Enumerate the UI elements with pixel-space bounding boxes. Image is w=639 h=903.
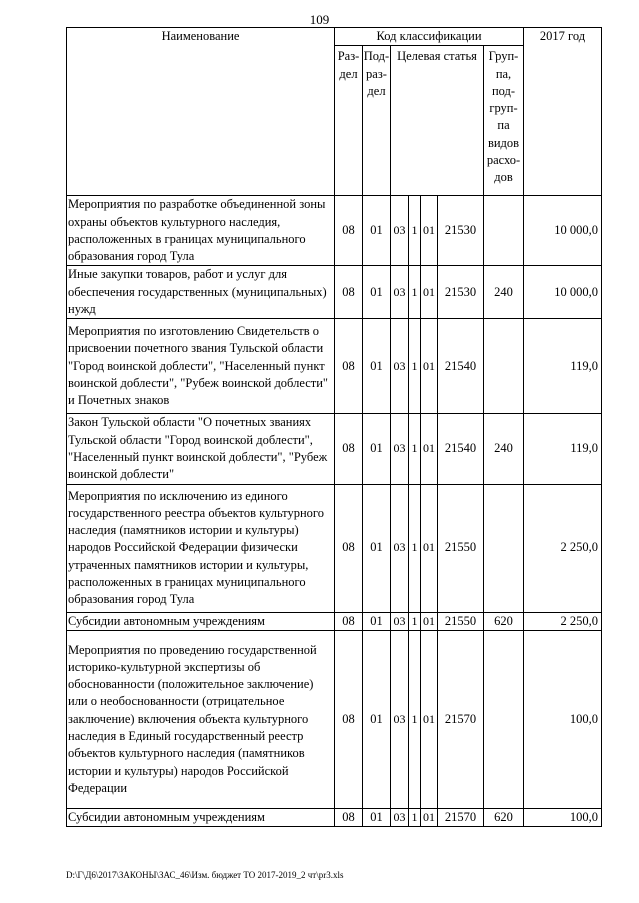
row-name: Мероприятия по изготовлению Свидетельств о присвоении почетного звания Тульской области "Город воинской доблести", "Населенный пункт воинской доблести", "Рубеж воинской доблести" и Почетных знаков (67, 319, 335, 414)
row-target-event: 01 (421, 630, 438, 808)
header-subsection: Под- раз- дел (363, 46, 391, 196)
row-subsection: 01 (363, 612, 391, 630)
row-amount: 10 000,0 (524, 196, 602, 266)
row-target-program: 03 (391, 266, 409, 319)
row-target-event: 01 (421, 484, 438, 612)
row-target-program: 03 (391, 630, 409, 808)
row-target-subprogram: 1 (409, 196, 421, 266)
row-target-program: 03 (391, 414, 409, 484)
row-amount: 100,0 (524, 808, 602, 826)
row-section: 08 (335, 266, 363, 319)
row-amount: 2 250,0 (524, 484, 602, 612)
table-row (67, 266, 602, 319)
row-name: Мероприятия по исключению из единого государственного реестра объектов культурного наследия (памятников истории и культуры) народов Российской Федерации физически утраченных памятников истории и культуры, расположенных в границах муниципального образования город Тула (67, 484, 335, 612)
row-target-direction: 21570 (438, 808, 484, 826)
row-name: Мероприятия по разработке объединенной зоны охраны объектов культурного наследия, расположенных в границах муниципального образования город Тула (67, 196, 335, 266)
header-target-item: Целевая статья (391, 46, 484, 196)
row-target-direction: 21530 (438, 196, 484, 266)
row-target-program: 03 (391, 319, 409, 414)
row-section: 08 (335, 319, 363, 414)
row-target-direction: 21570 (438, 630, 484, 808)
row-section: 08 (335, 630, 363, 808)
row-amount: 119,0 (524, 319, 602, 414)
row-target-direction: 21550 (438, 484, 484, 612)
row-name: Субсидии автономным учреждениям (67, 808, 335, 826)
header-year: 2017 год (524, 28, 602, 196)
row-target-event: 01 (421, 319, 438, 414)
row-target-direction: 21530 (438, 266, 484, 319)
row-target-event: 01 (421, 266, 438, 319)
row-target-direction: 21550 (438, 612, 484, 630)
row-name: Субсидии автономным учреждениям (67, 612, 335, 630)
row-expense-group (484, 630, 524, 808)
row-section: 08 (335, 414, 363, 484)
row-name: Иные закупки товаров, работ и услуг для обеспечения государственных (муниципальных) нужд (67, 266, 335, 319)
table-row (67, 808, 602, 826)
row-target-event: 01 (421, 414, 438, 484)
row-target-subprogram: 1 (409, 266, 421, 319)
row-subsection: 01 (363, 808, 391, 826)
row-section: 08 (335, 196, 363, 266)
row-expense-group (484, 484, 524, 612)
row-subsection: 01 (363, 266, 391, 319)
table-row (67, 414, 602, 484)
row-amount: 100,0 (524, 630, 602, 808)
header-section: Раз- дел (335, 46, 363, 196)
row-target-subprogram: 1 (409, 484, 421, 612)
row-target-event: 01 (421, 612, 438, 630)
row-target-subprogram: 1 (409, 630, 421, 808)
row-expense-group: 620 (484, 612, 524, 630)
page-number: 109 (309, 12, 330, 27)
table-row (67, 630, 602, 808)
row-section: 08 (335, 808, 363, 826)
row-target-subprogram: 1 (409, 319, 421, 414)
row-name: Мероприятия по проведению государственной историко-культурной экспертизы об обоснованности (положительное заключение) или о необоснованности (отрицательное заключение) включения объекта культурного наследия в Единый государственный реестр объектов культурного наследия (памятников истории и культуры) народов Российской Федерации (67, 630, 335, 808)
header-row-top (67, 28, 602, 46)
row-target-program: 03 (391, 808, 409, 826)
row-name: Закон Тульской области "О почетных званиях Тульской области "Город воинской доблести", "Населенный пункт воинской доблести", "Рубеж воинской доблести" (67, 414, 335, 484)
row-subsection: 01 (363, 484, 391, 612)
row-expense-group: 240 (484, 266, 524, 319)
row-amount: 119,0 (524, 414, 602, 484)
table-row (67, 484, 602, 612)
row-expense-group: 620 (484, 808, 524, 826)
row-target-subprogram: 1 (409, 808, 421, 826)
header-code-classification: Код классификации (335, 28, 524, 46)
row-subsection: 01 (363, 196, 391, 266)
row-target-event: 01 (421, 196, 438, 266)
row-subsection: 01 (363, 630, 391, 808)
row-target-program: 03 (391, 196, 409, 266)
row-target-event: 01 (421, 808, 438, 826)
row-target-subprogram: 1 (409, 414, 421, 484)
row-target-program: 03 (391, 484, 409, 612)
row-target-direction: 21540 (438, 414, 484, 484)
row-amount: 10 000,0 (524, 266, 602, 319)
row-subsection: 01 (363, 319, 391, 414)
row-amount: 2 250,0 (524, 612, 602, 630)
budget-table (66, 27, 602, 827)
row-section: 08 (335, 484, 363, 612)
table-row (67, 612, 602, 630)
row-target-direction: 21540 (438, 319, 484, 414)
row-subsection: 01 (363, 414, 391, 484)
table-row (67, 196, 602, 266)
header-expense-group: Груп- па, под- груп- па видов расхо- дов (484, 46, 524, 196)
row-section: 08 (335, 612, 363, 630)
row-expense-group: 240 (484, 414, 524, 484)
table-row (67, 319, 602, 414)
header-name: Наименование (67, 28, 335, 196)
row-expense-group (484, 196, 524, 266)
row-target-program: 03 (391, 612, 409, 630)
row-target-subprogram: 1 (409, 612, 421, 630)
row-expense-group (484, 319, 524, 414)
footer-file-path: D:\Г\Д6\2017\ЗАКОНЫ\ЗАС_46\Изм. бюджет ТО 2017-2019_2 чт\pr3.xls (66, 870, 344, 880)
